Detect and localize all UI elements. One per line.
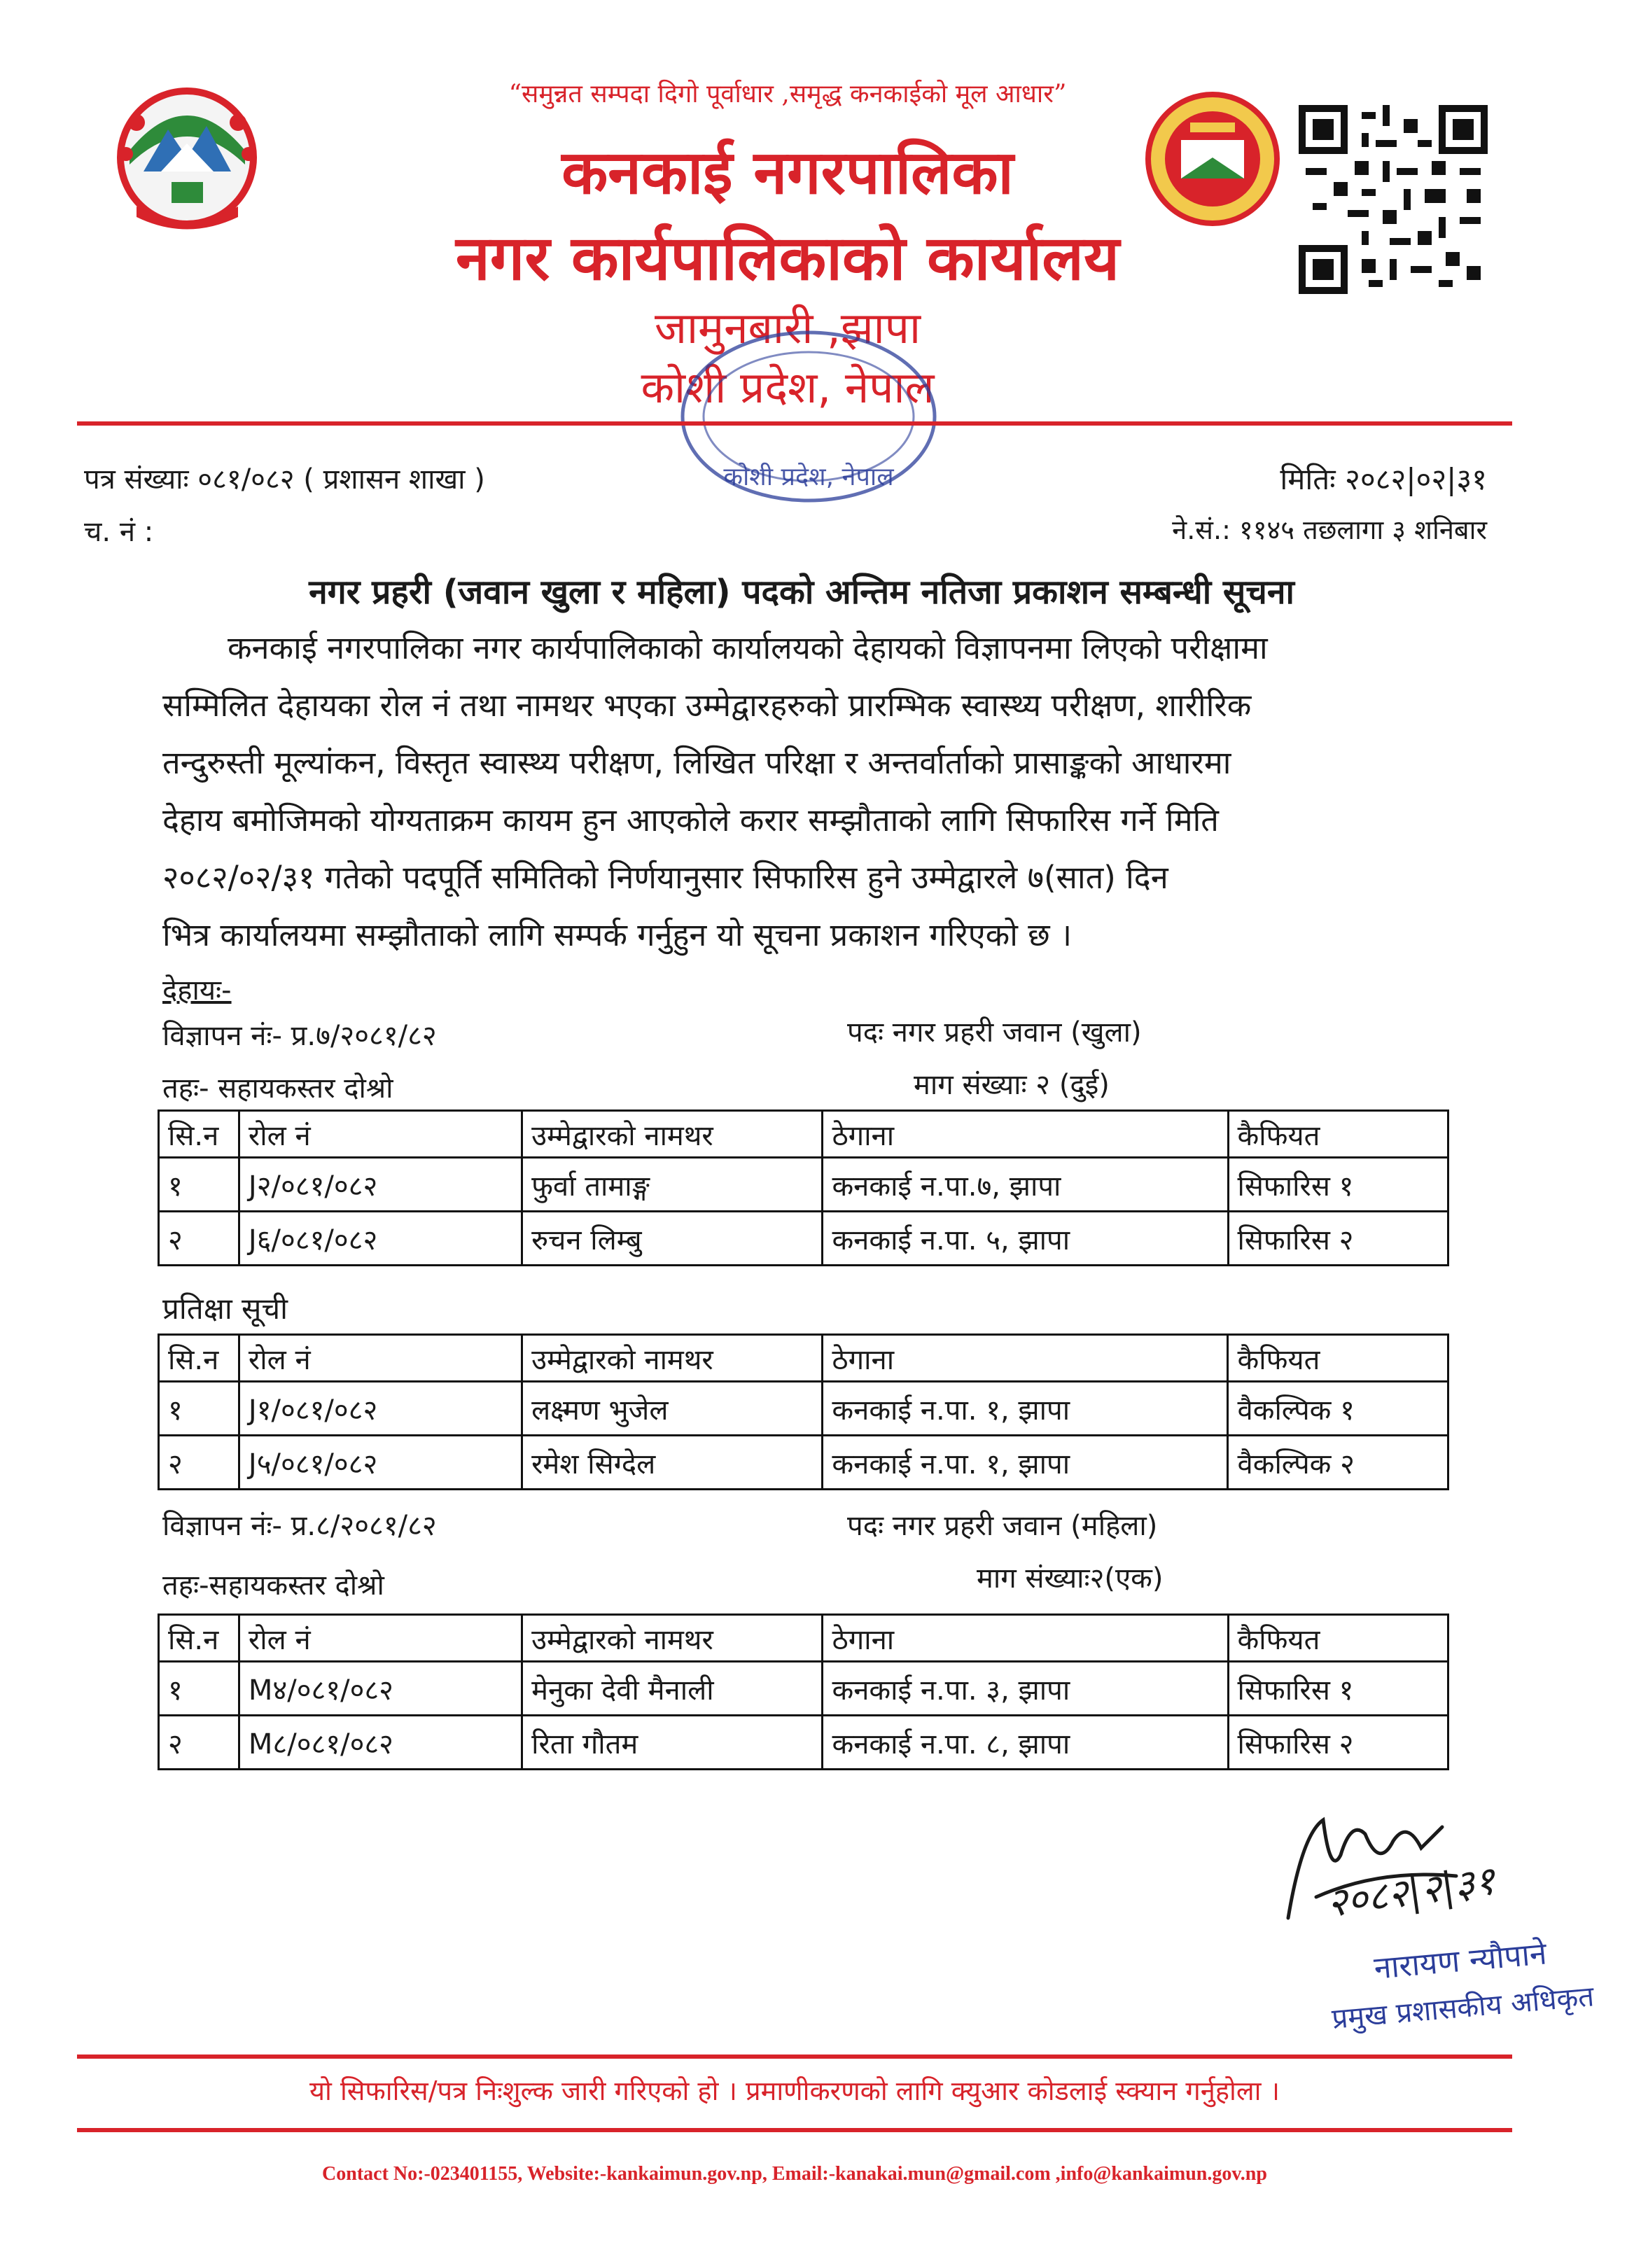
notice-line-2: सम्मिलित देहायका रोल नं तथा नामथर भएका उम्मेद्वारहरुको प्रारम्भिक स्वास्थ्य परीक्षण, शारीरिक [162,687,1252,724]
cell-name: रिता गौतम [522,1716,823,1770]
table-row [159,1436,1448,1490]
table-row [159,1382,1448,1436]
cell-address: कनकाई न.पा. ५, झापा [823,1212,1228,1266]
demand-2: माग संख्याः२(एक) [977,1562,1164,1595]
cell-sn: १ [159,1158,239,1212]
notice-line-3: तन्दुरुस्ती मूल्यांकन, विस्तृत स्वास्थ्य परीक्षण, लिखित परिक्षा र अन्तर्वार्ताको प्रासाङ्कको आधारमा [162,744,1231,781]
table-row [159,1662,1448,1716]
cell-roll: M४/०८१/०८२ [239,1662,522,1716]
nepal-sambat-date: ने.सं.: ११४५ तछलागा ३ शनिबार [1172,514,1487,545]
kankai-municipality-seal [1145,91,1281,227]
cell-address: कनकाई न.पा. १, झापा [823,1436,1228,1490]
dispatch-number: च. नं : [84,516,154,548]
cell-remarks: सिफारिस १ [1228,1662,1448,1716]
col-name: उम्मेद्वारको नामथर [522,1615,823,1662]
cell-remarks: सिफारिस २ [1228,1716,1448,1770]
letter-date: मितिः २०८२|०२|३१ [1280,462,1487,496]
waitlist-heading: प्रतिक्षा सूची [162,1292,288,1326]
cell-name: फुर्वा तामाङ्ग [522,1158,823,1212]
cell-address: कनकाई न.पा. ८, झापा [823,1716,1228,1770]
cell-sn: २ [159,1436,239,1490]
advert-number-2: विज्ञापन नंः- प्र.८/२०८१/८२ [162,1510,437,1542]
stamp-text: कोशी प्रदेश, नेपाल [723,463,894,491]
nepal-emblem-logo [95,66,280,234]
cell-remarks: वैकल्पिक २ [1228,1436,1448,1490]
cell-roll: J५/०८१/०८२ [239,1436,522,1490]
col-remarks: कैफियत [1228,1615,1448,1662]
cell-sn: २ [159,1212,239,1266]
footer-rule-top [77,2054,1512,2059]
cell-remarks: सिफारिस १ [1228,1158,1448,1212]
col-address: ठेगाना [823,1615,1228,1662]
cell-name: रुचन लिम्बु [522,1212,823,1266]
notice-line-4: देहाय बमोजिमको योग्यताक्रम कायम हुन आएकोले करार सम्झौताको लागि सिफारिस गर्ने मिति [162,802,1219,839]
col-remarks: कैफियत [1228,1111,1448,1158]
candidate-table-2 [158,1614,1449,1770]
ref-number: पत्र संख्याः ०८१/०८२ ( प्रशासन शाखा ) [84,463,485,496]
col-sn: सि.न [159,1615,239,1662]
notice-title: नगर प्रहरी (जवान खुला र महिला) पदको अन्तिम नतिजा प्रकाशन सम्बन्धी सूचना [309,573,1294,612]
col-sn: सि.न [159,1335,239,1382]
candidate-table-1 [158,1110,1449,1266]
municipality-title: कनकाई नगरपालिका [561,138,1014,208]
cell-roll: J१/०८१/०८२ [239,1382,522,1436]
signature-date: २०८२|२|३१ [1324,1858,1498,1927]
cell-roll: M८/०८१/०८२ [239,1716,522,1770]
table-header-row [159,1335,1448,1382]
footer-note: यो सिफारिस/पत्र निःशुल्क जारी गरिएको हो । प्रमाणीकरणको लागि क्युआर कोडलाई स्क्यान गर्नुहोला । [309,2076,1280,2106]
notice-line-6: भित्र कार्यालयमा सम्झौताको लागि सम्पर्क गर्नुहुन यो सूचना प्रकाशन गरिएको छ । [162,916,1073,953]
post-2: पदः नगर प्रहरी जवान (महिला) [847,1510,1158,1542]
post-1: पदः नगर प्रहरी जवान (खुला) [847,1016,1142,1049]
table-row [159,1212,1448,1266]
cell-name: रमेश सिग्देल [522,1436,823,1490]
cell-roll: J६/०८१/०८२ [239,1212,522,1266]
col-name: उम्मेद्वारको नामथर [522,1335,823,1382]
col-remarks: कैफियत [1228,1335,1448,1382]
col-sn: सि.न [159,1111,239,1158]
signatory-designation: प्रमुख प्रशासकीय अधिकृत [1330,1980,1595,2036]
col-address: ठेगाना [823,1111,1228,1158]
demand-1: माग संख्याः २ (दुई) [914,1069,1110,1101]
notice-line-5: २०८२/०२/३१ गतेको पदपूर्ति समितिको निर्णयानुसार सिफारिस हुने उम्मेद्वारले ७(सात) दिन [162,859,1168,896]
location-line-1: जामुनबारी ,झापा [654,302,921,354]
footer-contact: Contact No:-023401155, Website:-kankaimun.gov.np, Email:-kanakai.mun@gmail.com ,info@kankaimun.gov.np [322,2163,1267,2185]
table-header-row [159,1111,1448,1158]
table-header-row [159,1615,1448,1662]
cell-address: कनकाई न.पा. १, झापा [823,1382,1228,1436]
cell-address: कनकाई न.पा.७, झापा [823,1158,1228,1212]
col-roll: रोल नं [239,1615,522,1662]
footer-rule-bottom [77,2128,1512,2132]
notice-line-1: कनकाई नगरपालिका नगर कार्यपालिकाको कार्यालयको देहायको विज्ञापनमा लिएको परीक्षामा [228,629,1268,666]
advert-number-1: विज्ञापन नंः- प्र.७/२०८१/८२ [162,1020,437,1052]
col-roll: रोल नं [239,1335,522,1382]
cell-name: मेनुका देवी मैनाली [522,1662,823,1716]
cell-remarks: सिफारिस २ [1228,1212,1448,1266]
cell-roll: J२/०८१/०८२ [239,1158,522,1212]
cell-address: कनकाई न.पा. ३, झापा [823,1662,1228,1716]
table-row [159,1716,1448,1770]
qr-code [1299,105,1488,294]
dehaya-label: देहायः- [162,974,232,1007]
header-rule [77,421,1512,426]
cell-sn: २ [159,1716,239,1770]
waitlist-table [158,1334,1449,1490]
col-roll: रोल नं [239,1111,522,1158]
cell-remarks: वैकल्पिक १ [1228,1382,1448,1436]
cell-sn: १ [159,1662,239,1716]
col-address: ठेगाना [823,1335,1228,1382]
slogan: “समुन्नत सम्पदा दिगो पूर्वाधार ,समृद्ध कनकाईको मूल आधार” [508,80,1067,108]
office-stamp [662,312,956,522]
signatory-name: नारायण न्यौपाने [1372,1935,1549,1987]
table-row [159,1158,1448,1212]
col-name: उम्मेद्वारको नामथर [522,1111,823,1158]
location-line-2: कोशी प्रदेश, नेपाल [641,362,935,413]
level-1: तहः- सहायकस्तर दोश्रो [162,1072,393,1105]
office-title: नगर कार्यपालिकाको कार्यालय [456,222,1119,294]
cell-name: लक्ष्मण भुजेल [522,1382,823,1436]
level-2: तहः-सहायकस्तर दोश्रो [162,1569,384,1602]
cell-sn: १ [159,1382,239,1436]
